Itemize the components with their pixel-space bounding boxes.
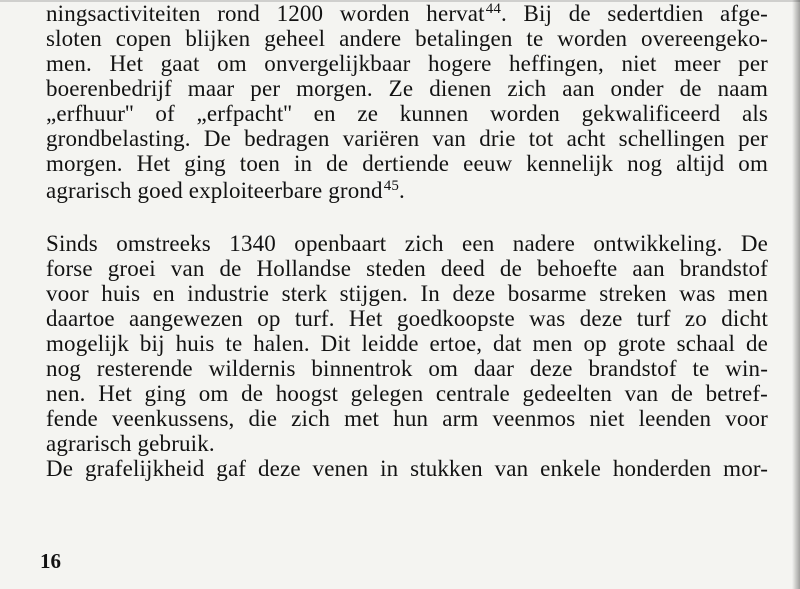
line-text: agrarisch goed exploiteerbare grond: [46, 178, 383, 203]
footnote-marker: 44: [485, 1, 501, 17]
text-line: [46, 51, 768, 76]
line-text: nen. Het ging om de hoogst gelegen centrale gedeelten van de betref-: [46, 381, 768, 406]
line-text: voor huis en industrie sterk stijgen. In deze bosarme streken was men: [46, 281, 768, 306]
text-line: [46, 281, 768, 306]
line-text: boerenbedrijf maar per morgen. Ze dienen zich aan onder de naam: [46, 76, 768, 101]
text-line: [46, 331, 768, 356]
line-text: morgen. Het ging toen in de dertiende eeuw kennelijk nog altijd om: [46, 151, 768, 176]
line-text: nog resterende wildernis binnentrok om daar deze brandstof te win-: [46, 356, 768, 381]
line-text: mogelijk bij huis te halen. Dit leidde ertoe, dat men op grote schaal de: [46, 331, 768, 356]
text-line: [46, 406, 768, 431]
text-line: [46, 26, 768, 51]
text-line: [46, 356, 768, 381]
line-text: „erfhuur'' of „erfpacht'' en ze kunnen worden gekwalificeerd als: [46, 101, 768, 126]
text-line: [46, 306, 768, 331]
line-text: Sinds omstreeks 1340 openbaart zich een nadere ontwikkeling. De: [46, 231, 768, 256]
line-text: men. Het gaat om onvergelijkbaar hogere heffingen, niet meer per: [46, 51, 768, 76]
text-line: [46, 231, 768, 256]
line-text: ningsactiviteiten rond 1200 worden hervat: [46, 1, 485, 26]
line-text: De grafelijkheid gaf deze venen in stukken van enkele honderden mor-: [46, 456, 768, 481]
line-text: agrarisch gebruik.: [46, 431, 215, 456]
line-text: grondbelasting. De bedragen variëren van drie tot acht schellingen per: [46, 126, 768, 151]
text-line: [46, 151, 768, 176]
line-text: forse groei van de Hollandse steden deed de behoefte aan brandstof: [46, 256, 768, 281]
footnote-marker: 45: [383, 178, 399, 194]
text-line: [46, 126, 768, 151]
line-text: daartoe aangewezen op turf. Het goedkoopste was deze turf zo dicht: [46, 306, 768, 331]
text-line: [46, 256, 768, 281]
text-line: [46, 76, 768, 101]
text-line: [46, 381, 768, 406]
line-text: . Bij de sedertdien afge-: [501, 1, 768, 26]
scan-edge-shadow: [792, 0, 800, 589]
line-text: sloten copen blijken geheel andere betalingen te worden overeengeko-: [46, 26, 768, 51]
text-line: [46, 101, 768, 126]
text-line: [46, 431, 768, 456]
page-number: 16: [40, 549, 61, 573]
text-line: [46, 456, 768, 481]
text-line: [46, 178, 768, 207]
line-text: .: [399, 178, 405, 203]
line-text: fende veenkussens, die zich met hun arm veenmos niet leenden voor: [46, 406, 768, 431]
